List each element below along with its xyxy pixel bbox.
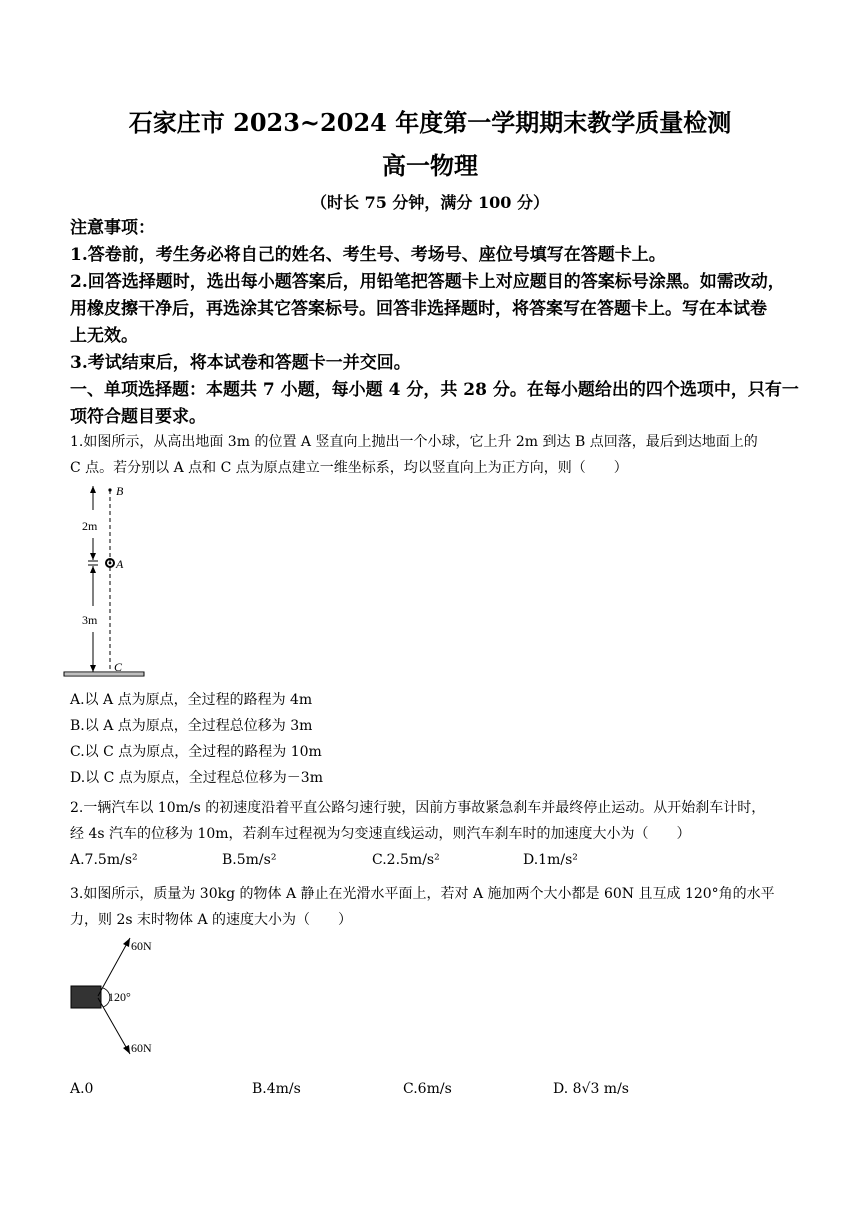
- q2-option-d: D.1m/s²: [523, 852, 578, 868]
- q1-option-a: A.以 A 点为原点，全过程的路程为 4m: [70, 692, 313, 708]
- q1-figure: [60, 482, 150, 682]
- q2-stem-line-1: 2.一辆汽车以 10m/s 的初速度沿着平直公路匀速行驶，因前方事故紧急刹车并最终停止运动。从开始刹车计时，: [70, 800, 766, 816]
- subject-title: 高一物理: [382, 151, 478, 180]
- q1-option-d: D.以 C 点为原点，全过程总位移为－3m: [70, 770, 323, 786]
- section-heading-line-2: 项符合题目要求。: [70, 407, 206, 427]
- q2-option-a: A.7.5m/s²: [70, 852, 138, 868]
- q1-stem-line-1: 1.如图所示，从高出地面 3m 的位置 A 竖直向上抛出一个小球，它上升 2m 到达 B 点回落，最后到达地面上的: [70, 434, 758, 450]
- section-heading-line-1: 一、单项选择题：本题共 7 小题，每小题 4 分，共 28 分。在每小题给出的四个选项中，只有一: [70, 380, 799, 400]
- notes-heading: 注意事项：: [70, 218, 155, 238]
- q3-option-d: D. 8√3 m/s: [553, 1081, 629, 1097]
- q3-stem-line-2: 力，则 2s 末时物体 A 的速度大小为（ ）: [70, 912, 353, 928]
- note-line-1: 1.答卷前，考生务必将自己的姓名、考生号、考场号、座位号填写在答题卡上。: [70, 245, 666, 265]
- q3-option-b: B.4m/s: [252, 1081, 301, 1097]
- q2-option-b: B.5m/s²: [222, 852, 277, 868]
- q2-stem-line-2: 经 4s 汽车的位移为 10m，若刹车过程视为匀变速直线运动，则汽车刹车时的加速度大小为（ ）: [70, 826, 691, 842]
- q3-force-bottom: 60N: [131, 1041, 152, 1055]
- exam-duration: （时长 75 分钟，满分 100 分）: [311, 193, 549, 212]
- q1-stem-line-2: C 点。若分别以 A 点和 C 点为原点建立一维坐标系，均以竖直向上为正方向，则（ ）: [70, 460, 628, 476]
- q3-block: [71, 986, 101, 1008]
- q1-dim-bottom: 3m: [82, 613, 98, 627]
- q1-label-a: A: [116, 557, 124, 571]
- q3-option-c: C.6m/s: [403, 1081, 452, 1097]
- q3-figure: [68, 930, 188, 1060]
- note-line-2: 2.回答选择题时，选出每小题答案后，用铅笔把答题卡上对应题目的答案标号涂黑。如需改动，: [70, 272, 785, 292]
- q3-force-top: 60N: [131, 939, 152, 953]
- q1-label-c: C: [114, 660, 123, 674]
- q1-option-c: C.以 C 点为原点，全过程的路程为 10m: [70, 744, 322, 760]
- q1-label-b: B: [116, 484, 124, 498]
- note-line-3: 用橡皮擦干净后，再选涂其它答案标号。回答非选择题时，将答案写在答题卡上。写在本试卷: [70, 299, 767, 319]
- q3-option-a: A.0: [70, 1081, 94, 1097]
- q1-dim-top: 2m: [82, 519, 98, 533]
- note-line-4: 上无效。: [70, 326, 138, 346]
- q1-option-b: B.以 A 点为原点，全过程总位移为 3m: [70, 718, 313, 734]
- q3-angle-label: 120°: [108, 990, 131, 1004]
- exam-title: 石家庄市 2023~2024 年度第一学期期末教学质量检测: [128, 108, 732, 137]
- q3-stem-line-1: 3.如图所示，质量为 30kg 的物体 A 静止在光滑水平面上，若对 A 施加两个大小都是 60N 且互成 120°角的水平: [70, 886, 775, 902]
- note-line-5: 3.考试结束后，将本试卷和答题卡一并交回。: [70, 353, 411, 373]
- q2-option-c: C.2.5m/s²: [372, 852, 440, 868]
